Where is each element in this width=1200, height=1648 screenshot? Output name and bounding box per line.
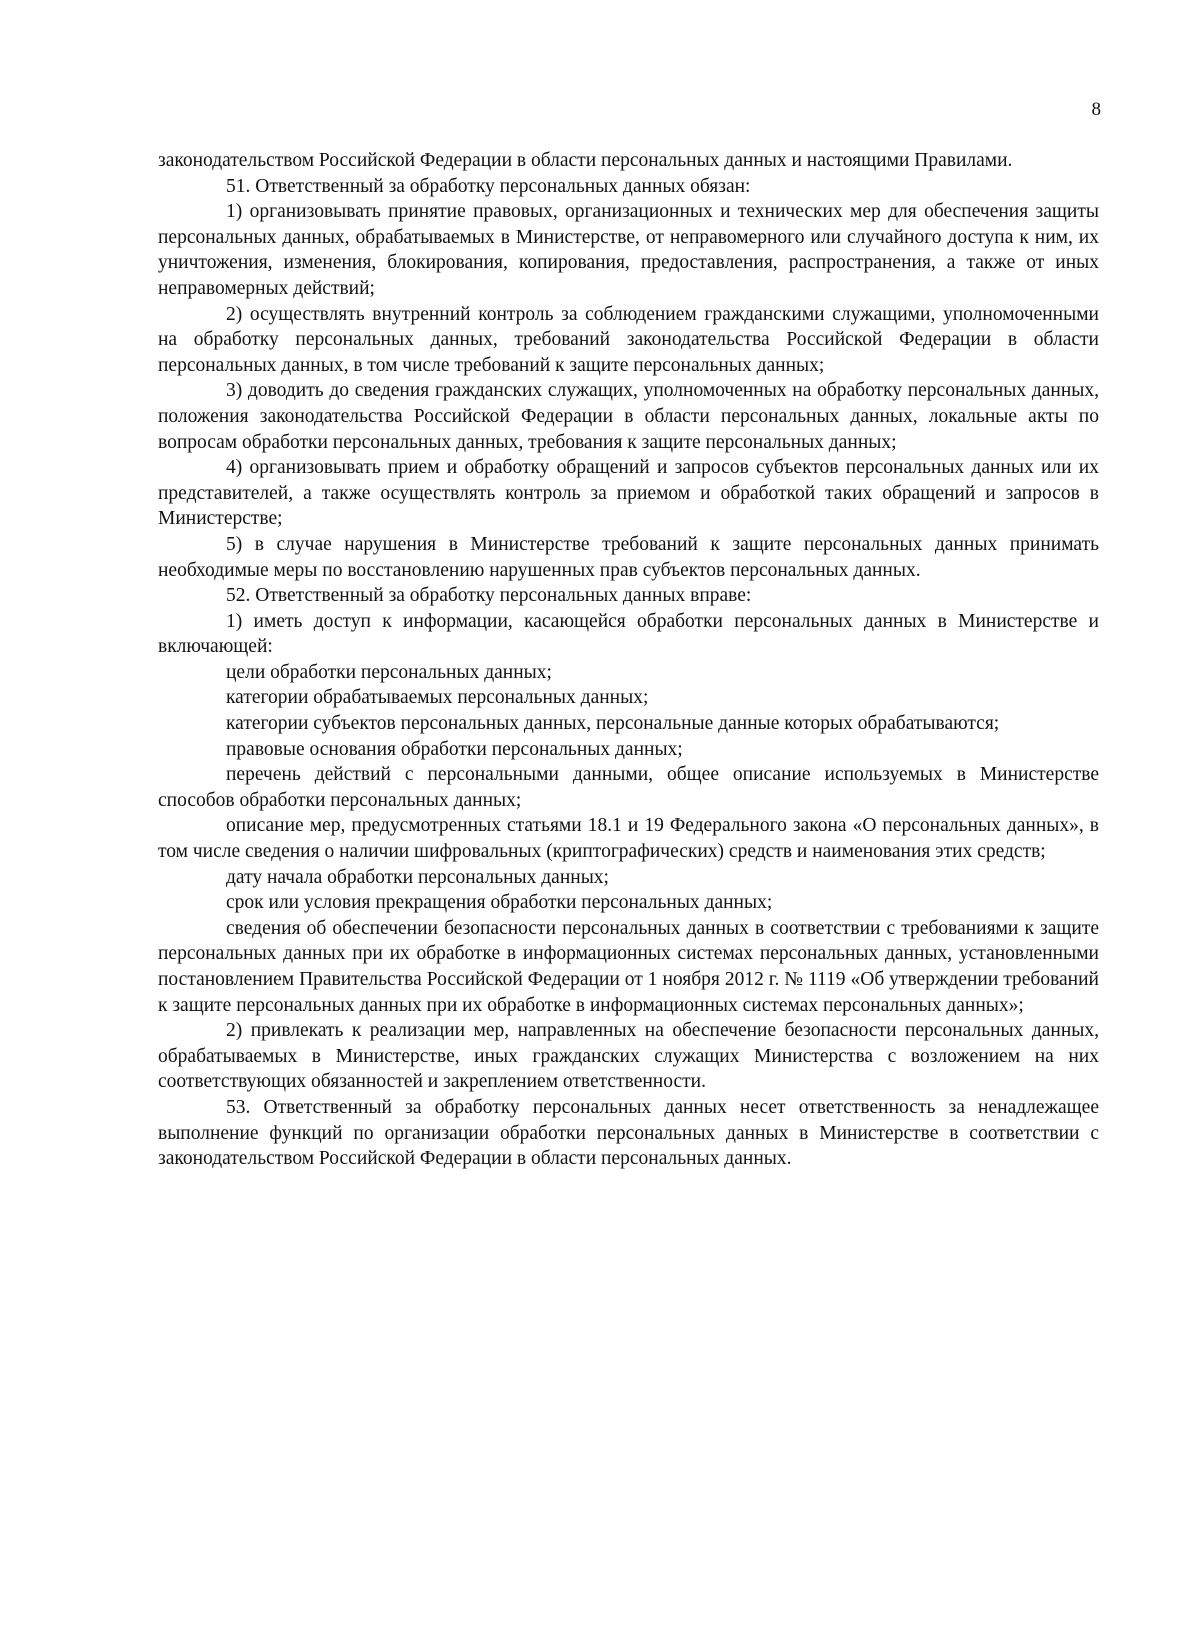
paragraph-list-measures: описание мер, предусмотренных статьями 18.1 и 19 Федерального закона «О персональных данных», в том числе сведения о наличии шифровальных (криптографических) средств и наименования этих средств; <box>158 815 1099 863</box>
paragraph-clause-53: 53. Ответственный за обработку персональных данных несет ответственность за ненадлежащее выполнение функций по организации обработки персональных данных в Министерстве в соответствии с законодательством Российской Федерации в области персональных данных. <box>158 1096 1099 1170</box>
paragraph-list-actions: перечень действий с персональными данными, общее описание используемых в Министерстве способов обработки персональных данных; <box>158 764 1099 811</box>
paragraph-list-legal-basis: правовые основания обработки персональных данных; <box>226 738 683 760</box>
paragraph-list-security: сведения об обеспечении безопасности персональных данных в соответствии с требованиями к защите персональных данных при их обработке в информационных системах персональных данных, установленными постановлением Правительства Российской Федерации от 1 ноября 2012 г. № 1119 «Об утверждении требований к защите персональных данных при их обработке в информационных системах персональных данных»; <box>158 917 1099 1016</box>
paragraph-continuation: законодательством Российской Федерации в области персональных данных и настоящими Правилами. <box>158 150 1013 171</box>
paragraph-clause-51-item-2: 2) осуществлять внутренний контроль за соблюдением гражданскими служащими, уполномоченными на обработку персональных данных, требований законодательства Российской Федерации в области персональных данных, в том числе требований к защите персональных данных; <box>158 303 1099 376</box>
paragraph-clause-52-item-2: 2) привлекать к реализации мер, направленных на обеспечение безопасности персональных данных, обрабатываемых в Министерстве, иных гражданских служащих Министерства с возложением на них соответствующих обязанностей и закреплением ответственности. <box>158 1020 1099 1093</box>
paragraph-clause-51: 51. Ответственный за обработку персональных данных обязан: <box>226 175 751 197</box>
paragraph-list-goals: цели обработки персональных данных; <box>226 661 552 683</box>
paragraph-clause-52: 52. Ответственный за обработку персональных данных вправе: <box>226 585 752 607</box>
paragraph-list-subject-categories: категории субъектов персональных данных, персональные данные которых обрабатываются; <box>226 713 1000 735</box>
paragraph-clause-51-item-3: 3) доводить до сведения гражданских служащих, уполномоченных на обработку персональных данных, положения законодательства Российской Федерации в области персональных данных, локальные акты по вопросам обработки персональных данных, требования к защите персональных данных; <box>158 380 1099 453</box>
paragraph-clause-51-item-5: 5) в случае нарушения в Министерстве требований к защите персональных данных принимать необходимые меры по восстановлению нарушенных прав субъектов персональных данных. <box>158 533 1099 581</box>
paragraph-clause-51-item-4: 4) организовывать прием и обработку обращений и запросов субъектов персональных данных или их представителей, а также осуществлять контроль за приемом и обработкой таких обращений и запросов в Министерстве; <box>158 457 1099 530</box>
paragraph-clause-52-item-1: 1) иметь доступ к информации, касающейся обработки персональных данных в Министерстве и включающей: <box>158 610 1099 658</box>
page-number: 8 <box>1091 99 1101 120</box>
paragraph-list-data-categories: категории обрабатываемых персональных данных; <box>226 687 649 709</box>
paragraph-list-start-date: дату начала обработки персональных данных; <box>226 866 609 888</box>
document-body <box>158 148 1099 1172</box>
paragraph-list-termination: срок или условия прекращения обработки персональных данных; <box>226 892 773 914</box>
paragraph-clause-51-item-1: 1) организовывать принятие правовых, организационных и технических мер для обеспечения защиты персональных данных, обрабатываемых в Министерстве, от неправомерного или случайного доступа к ним, их уничтожения, изменения, блокирования, копирования, предоставления, распространения, а также от иных неправомерных действий; <box>158 201 1099 299</box>
